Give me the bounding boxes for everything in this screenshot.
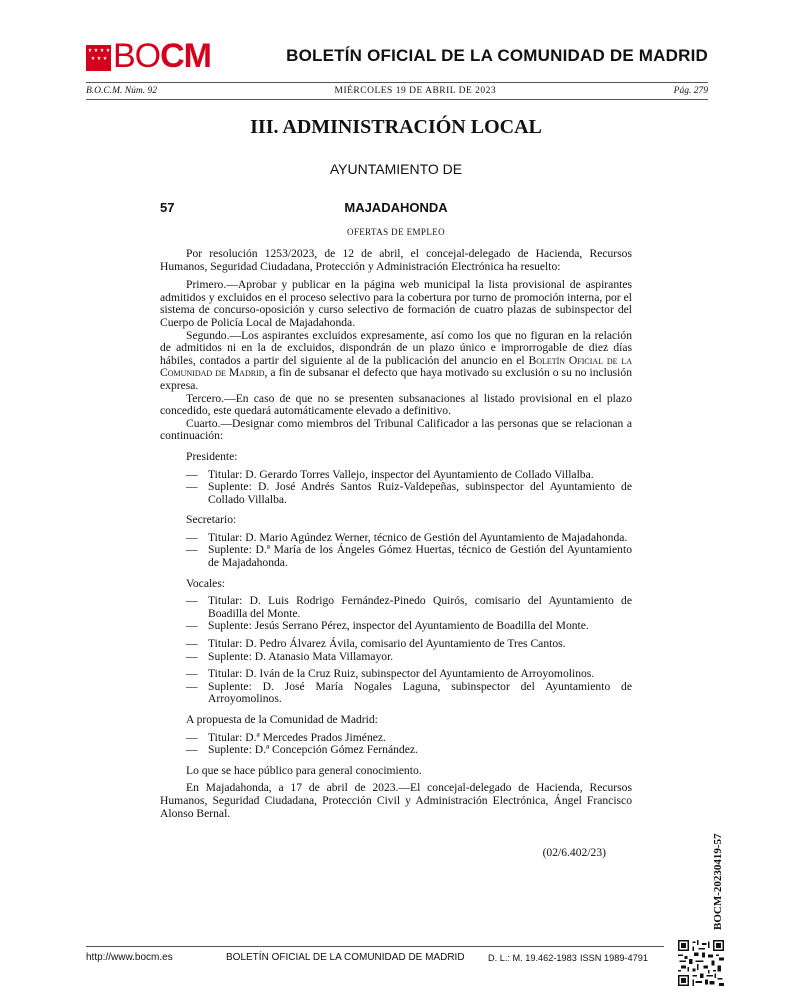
issue-meta-line [86,86,708,96]
list-item: — Suplente: D.ª María de los Ángeles Gómez Huertas, técnico de Gestión del Ayuntamiento de Majadahonda. [186,543,632,570]
segundo-text-b: , a fin de subsanar el defecto que haya motivado su exclusión o su no inclusión expresa. [160,366,632,392]
secretario-label: Secretario: [186,513,237,527]
bocm-logo [86,38,211,74]
footer-url-link[interactable]: http://www.bocm.es [86,952,173,963]
masthead-title: BOLETÍN OFICIAL DE LA COMUNIDAD DE MADRID [286,46,708,65]
list-item: — Suplente: Jesús Serrano Pérez, inspector del Ayuntamiento de Boadilla del Monte. [186,619,589,633]
publico-paragraph: Lo que se hace público para general conocimiento. [186,763,422,777]
intro-paragraph: Por resolución 1253/2023, de 12 de abril, el concejal-delegado de Hacienda, Recursos Humanos, Seguridad Ciudadana, Protección y Administración Electrónica ha resuelto: [160,247,632,273]
municipality-title: MAJADAHONDA [344,200,448,215]
footer-issn: ISSN 1989-4791 [580,952,648,963]
vocales-label: Vocales: [186,576,226,590]
issue-number: B.O.C.M. Núm. 92 [86,86,157,96]
list-item: — Titular: D. Gerardo Torres Vallejo, inspector del Ayuntamiento de Collado Villalba. [186,467,594,481]
segundo-text-a: Segundo.—Los aspirantes excluidos expresamente, así como los que no figuran en la relación de admitidos ni en la de excluidos, dispondrán de un plazo único e improrrogable de diez días hábiles, contados a partir del siguiente al de la publicación del anuncio en el [160,328,632,367]
section-title: III. ADMINISTRACIÓN LOCAL [250,116,542,138]
header-rule-bottom [86,99,708,100]
signature-paragraph: En Majadahonda, a 17 de abril de 2023.—El concejal-delegado de Hacienda, Recursos Humanos, Seguridad Ciudadana, Protección Civil y Administración Electrónica, Ángel Francisco Alonso Bernal. [160,781,632,820]
issue-date: MIÉRCOLES 19 DE ABRIL DE 2023 [334,86,497,96]
footer-publication-name: BOLETÍN OFICIAL DE LA COMUNIDAD DE MADRID [226,952,465,963]
list-item: — Titular: D.ª Mercedes Prados Jiménez. [186,730,386,744]
announcement-number: 57 [160,200,175,215]
primero-paragraph: Primero.—Aprobar y publicar en la página web municipal la lista provisional de aspirantes admitidos y excluidos en el proceso selectivo para la cobertura por turno de promoción interna, por el sistema de concurso-oposición y curso selectivo de formación de cuatro plazas de subinspector del Cuerpo de Policía Local de Majadahonda. [160,278,632,329]
list-item: — Suplente: D. José María Nogales Laguna, subinspector del Ayuntamiento de Arroyomolinos. [186,679,632,706]
page-number: Pág. 279 [673,86,708,96]
header-rule-top [86,82,708,83]
presidente-label: Presidente: [186,449,238,463]
propuesta-label: A propuesta de la Comunidad de Madrid: [186,713,378,726]
madrid-flag-icon [86,45,111,71]
announcement-body [160,248,632,820]
list-item: — Suplente: D. José Andrés Santos Ruiz-Valdepeñas, subinspector del Ayuntamiento de Collado Villalba. [186,480,632,506]
list-item: — Suplente: D. Atanasio Mata Villamayor. [186,649,394,663]
subsection-title: AYUNTAMIENTO DE [329,161,463,177]
announcement-code: (02/6.402/23) [542,846,606,859]
logo-text-bo: BO [113,37,161,75]
segundo-paragraph [160,330,632,393]
list-item: — Suplente: D.ª Concepción Gómez Fernández. [186,743,418,757]
cuarto-paragraph: Cuarto.—Designar como miembros del Tribunal Calificador a las personas que se relacionan a continuación: [160,416,632,443]
list-item: — Titular: D. Iván de la Cruz Ruiz, subinspector del Ayuntamiento de Arroyomolinos. [186,667,595,681]
tercero-paragraph: Tercero.—En caso de que no se presenten subsanaciones al listado provisional en el plazo concedido, este quedará automáticamente elevado a definitivo. [160,391,632,418]
bocm-side-code: BOCM-20230419-57 [712,833,724,930]
footer-rule [86,946,664,947]
footer-legal-deposit: D. L.: M. 19.462-1983 [488,952,577,963]
boletin-reference: Boletín Oficial de la Comunidad de Madrid [160,353,632,380]
list-item: — Titular: D. Luis Rodrigo Fernández-Pinedo Quirós, comisario del Ayuntamiento de Boadilla del Monte. [186,594,632,620]
page-footer [86,952,664,963]
list-item: — Titular: D. Pedro Álvarez Ávila, comisario del Ayuntamiento de Tres Cantos. [186,637,566,651]
announcement-heading: OFERTAS DE EMPLEO [346,227,446,237]
logo-text-cm: CM [160,37,212,75]
qr-code-icon [678,940,724,986]
list-item: — Titular: D. Mario Agúndez Werner, técnico de Gestión del Ayuntamiento de Majadahonda. [186,530,628,544]
